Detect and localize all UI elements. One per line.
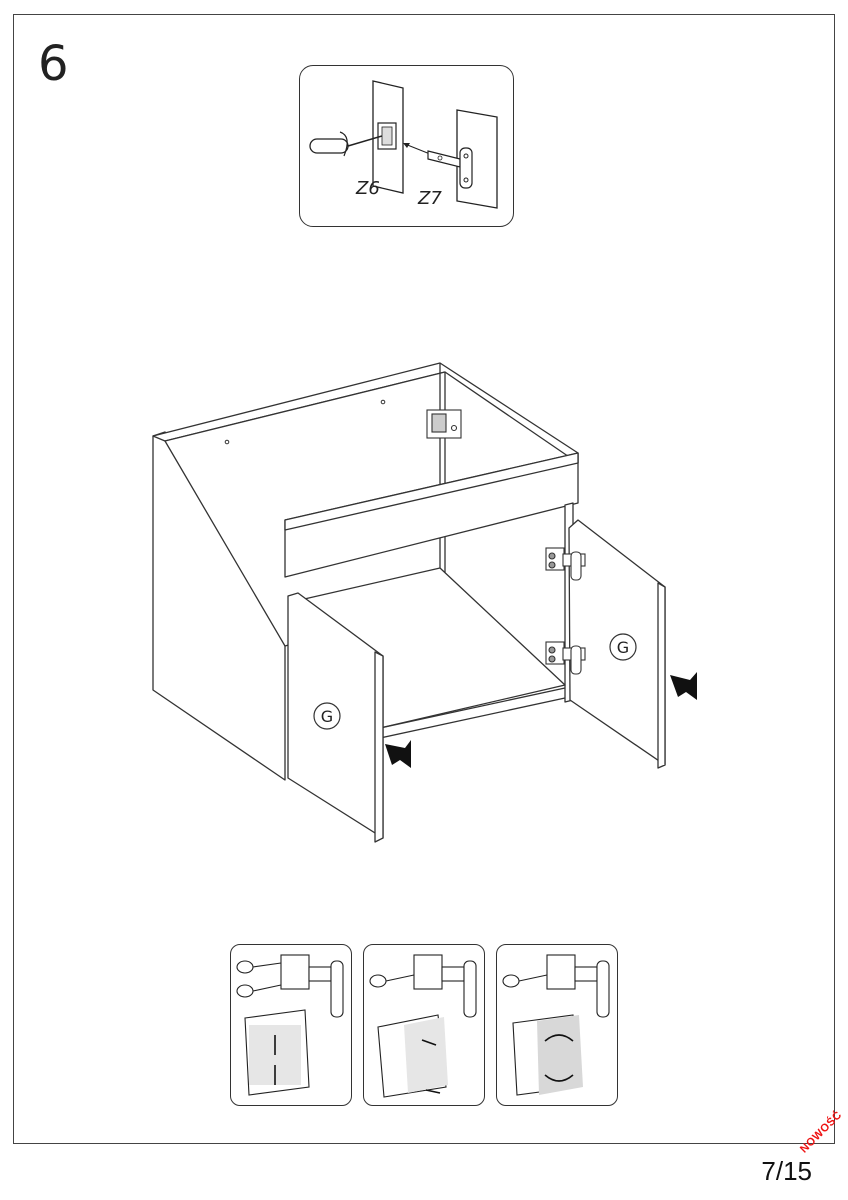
part-label-z7: Z7 — [418, 188, 442, 209]
adjustment-panel-depth — [496, 944, 618, 1106]
part-label-z6: Z6 — [356, 178, 380, 199]
hinge-depth-adjust-icon — [497, 945, 619, 1107]
push-arrow-right-icon — [670, 672, 697, 700]
adjustment-panel-height — [230, 944, 352, 1106]
right-door-label: G — [616, 638, 630, 657]
new-badge: NOWOŚĆ — [798, 1109, 845, 1156]
hinge-height-adjust-icon — [231, 945, 353, 1107]
hinge-side-adjust-icon — [364, 945, 486, 1107]
push-arrow-left-icon — [385, 740, 411, 768]
mounting-plate-icon — [427, 410, 461, 438]
left-door-label: G — [320, 707, 334, 726]
step-number: 6 — [38, 36, 69, 92]
adjustment-panel-side — [363, 944, 485, 1106]
page-number: 7/15 — [761, 1156, 812, 1186]
